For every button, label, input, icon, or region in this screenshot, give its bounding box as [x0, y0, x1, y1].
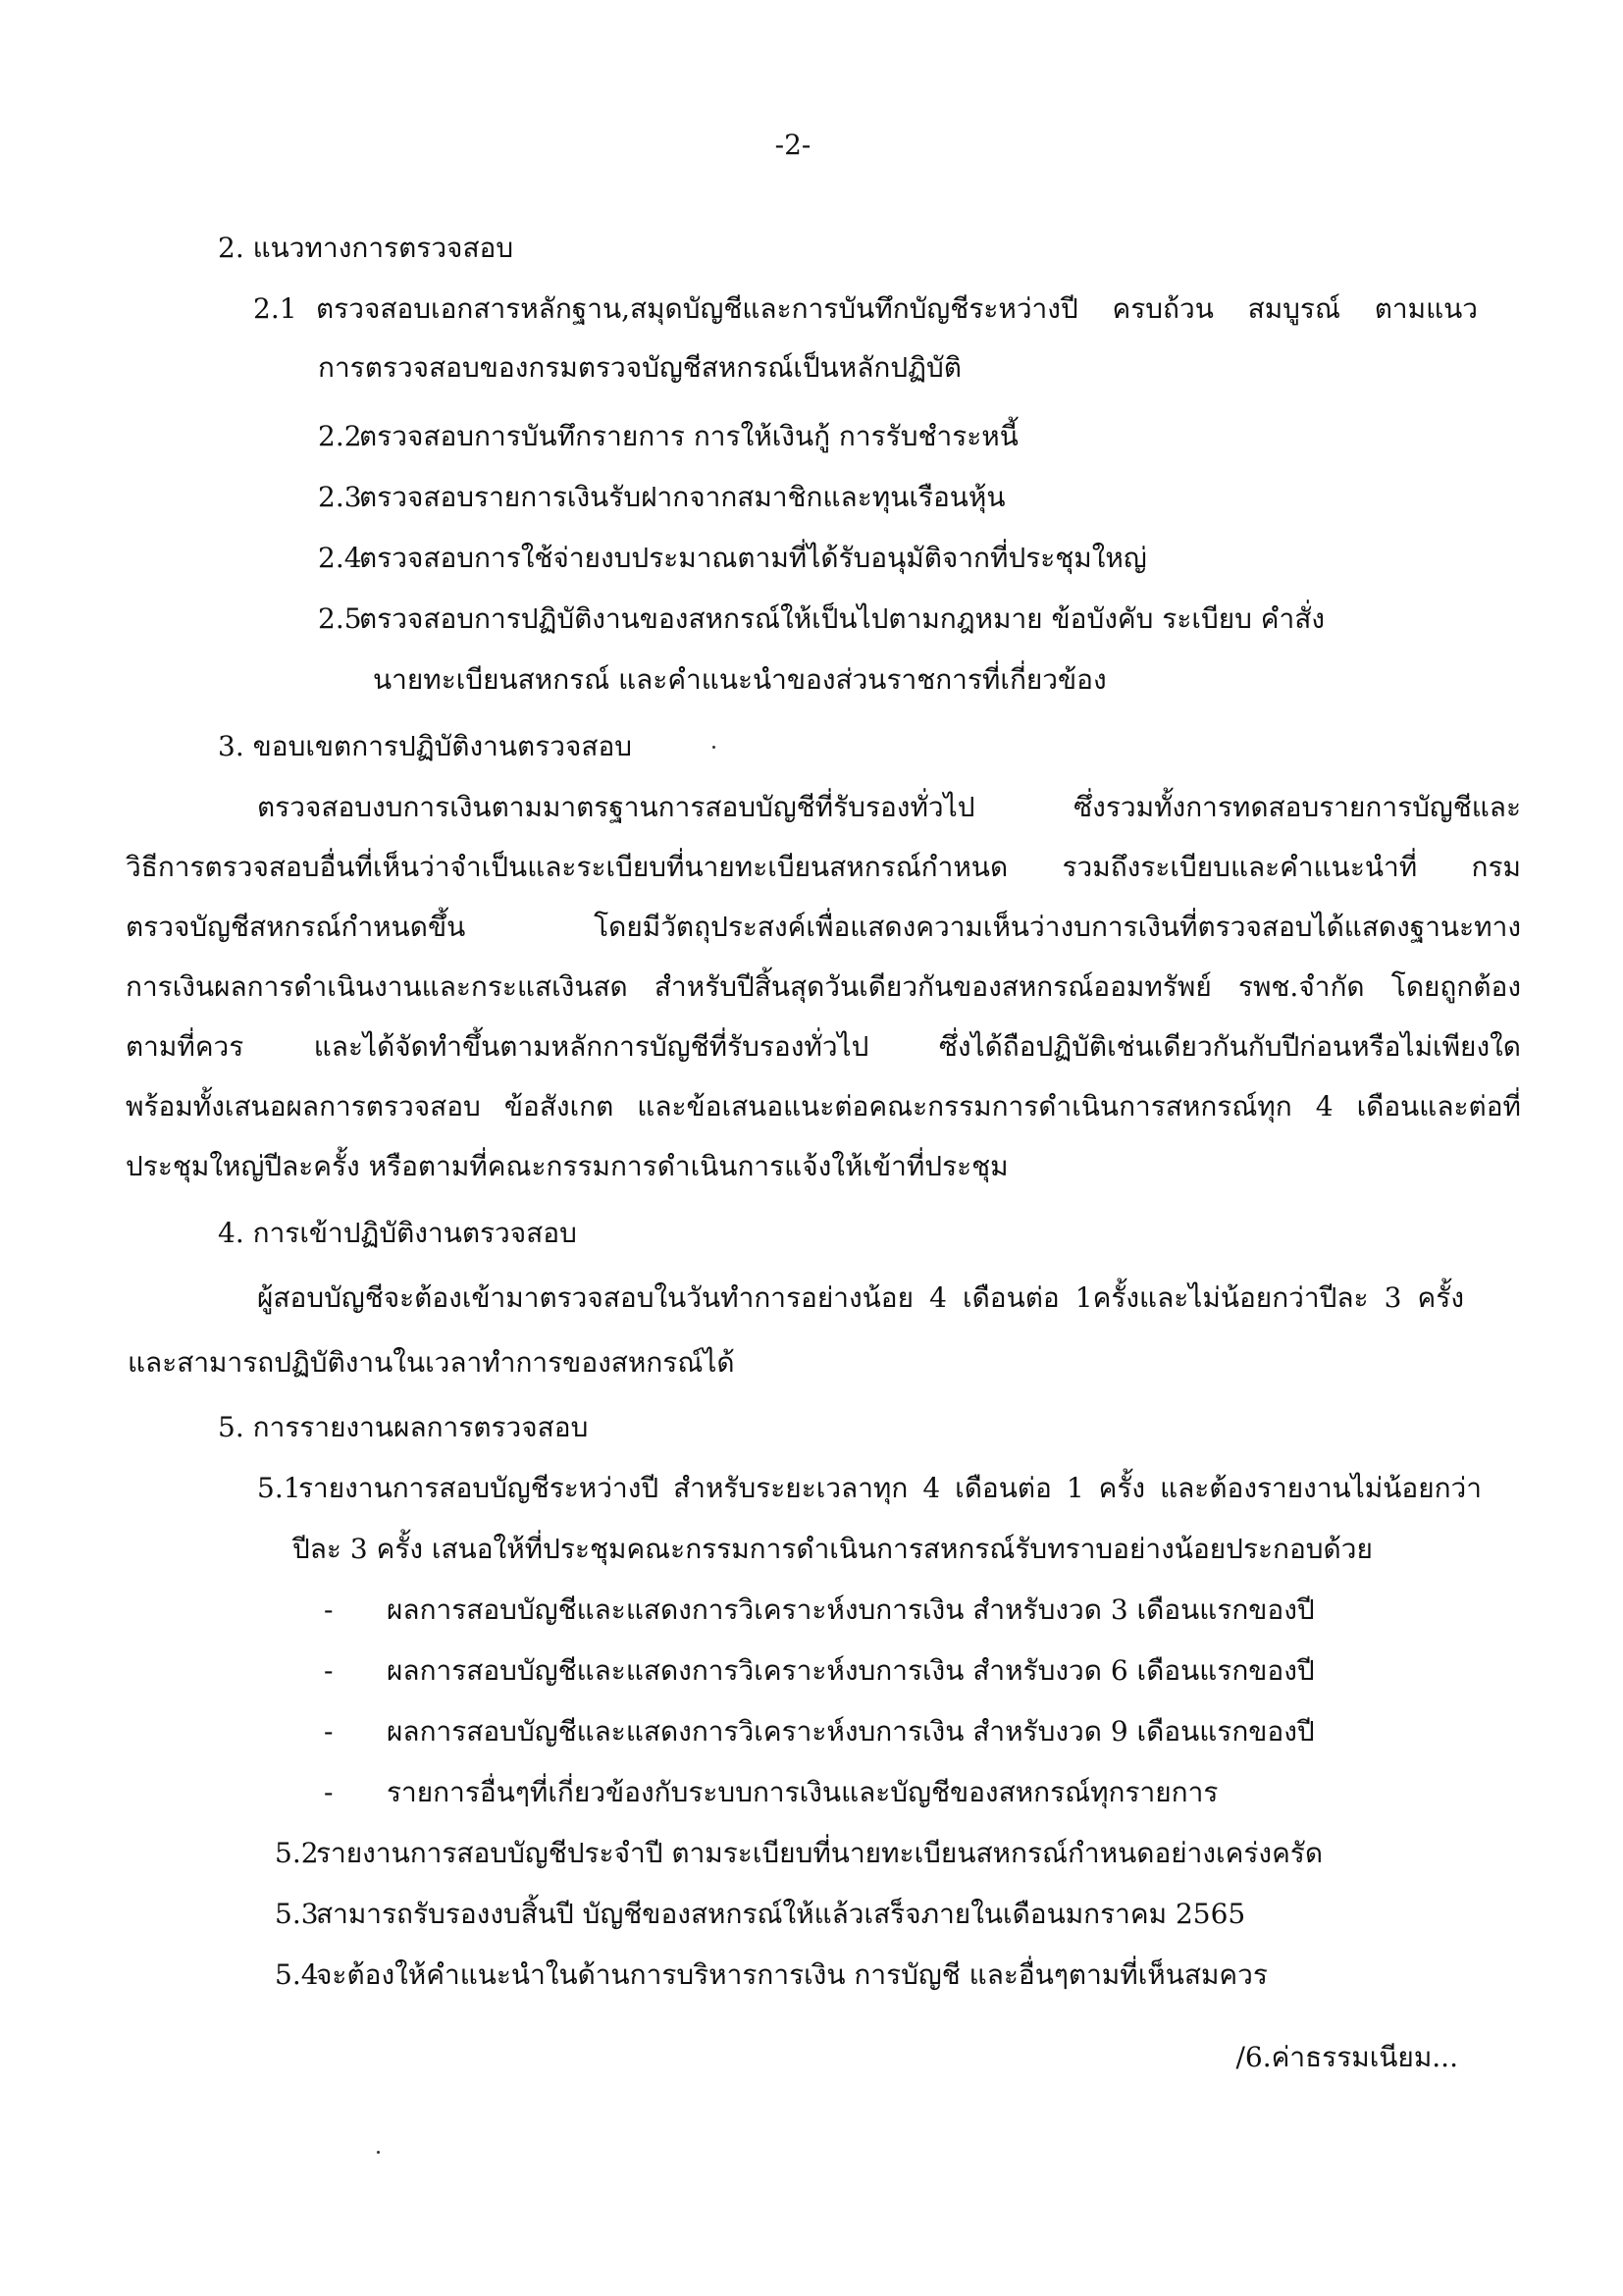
bullet-text: ผลการสอบบัญชีและแสดงการวิเคราะห์งบการเงิน สำหรับงวด 3 เดือนแรกของปี	[387, 1593, 1315, 1626]
speck	[377, 2151, 380, 2154]
item-5-2	[275, 1834, 1323, 1873]
item-5-1-line2: ปีละ 3 ครั้ง เสนอให้ที่ประชุมคณะกรรมการดำเนินการสหกรณ์รับทราบอย่างน้อยประกอบด้วย	[292, 1533, 1373, 1565]
item-2-2-text: ตรวจสอบการบันทึกรายการ การให้เงินกู้ การรับชำระหนี้	[359, 420, 1019, 452]
item-2-3-number: 2.3	[318, 481, 362, 513]
item-5-2-number: 5.2	[275, 1837, 319, 1869]
section-3-para-line7: ประชุมใหญ่ปีละครั้ง หรือตามที่คณะกรรมการดำเนินการแจ้งให้เข้าที่ประชุม	[126, 1150, 1009, 1182]
section-3-para-line5: ตามที่ควร และได้จัดทำขึ้นตามหลักการบัญชีที่รับรองทั่วไป ซึ่งได้ถือปฏิบัติเช่นเดียวกันกับปีก่อนหรือไม่เพียงใด	[126, 1030, 1521, 1063]
section-3-heading: 3. ขอบเขตการปฏิบัติงานตรวจสอบ	[218, 730, 633, 762]
item-5-1-text: รายงานการสอบบัญชีระหว่างปี สำหรับระยะเวลาทุก 4 เดือนต่อ 1 ครั้ง และต้องรายงานไม่น้อยกว่า	[298, 1472, 1482, 1504]
section-3-para-line6: พร้อมทั้งเสนอผลการตรวจสอบ ข้อสังเกต และข้อเสนอแนะต่อคณะกรรมการดำเนินการสหกรณ์ทุก 4 เดือนและต่อที่	[126, 1090, 1521, 1122]
item-5-3-text: สามารถรับรองงบสิ้นปี บัญชีของสหกรณ์ให้แล้วเสร็จภายในเดือนมกราคม 2565	[316, 1898, 1246, 1930]
item-5-1-line1	[257, 1469, 1482, 1508]
bullet-item	[324, 1591, 1315, 1630]
bullet-item	[324, 1773, 1218, 1812]
item-2-2	[318, 417, 1019, 456]
section-4-heading: 4. การเข้าปฏิบัติงานตรวจสอบ	[218, 1217, 577, 1249]
item-2-1-text: ตรวจสอบเอกสารหลักฐาน,สมุดบัญชีและการบันทึกบัญชีระหว่างปี ครบถ้วน สมบูรณ์ ตามแนว	[316, 292, 1478, 325]
section-4-para-line2: และสามารถปฏิบัติงานในเวลาทำการของสหกรณ์ได้	[128, 1346, 735, 1379]
item-2-1-line1	[253, 289, 1478, 329]
bullet-dash: -	[324, 1593, 334, 1626]
bullet-item	[324, 1712, 1315, 1751]
item-2-3-text: ตรวจสอบรายการเงินรับฝากจากสมาชิกและทุนเรือนหุ้น	[359, 481, 1006, 513]
item-2-5-number: 2.5	[318, 602, 362, 635]
item-2-4-number: 2.4	[318, 542, 362, 574]
section-3-para-line1: ตรวจสอบงบการเงินตามมาตรฐานการสอบบัญชีที่รับรองทั่วไป ซึ่งรวมทั้งการทดสอบรายการบัญชีและ	[257, 791, 1521, 823]
bullet-dash: -	[324, 1715, 334, 1748]
item-5-4-number: 5.4	[275, 1958, 319, 1991]
section-5-heading: 5. การรายงานผลการตรวจสอบ	[218, 1411, 589, 1443]
item-5-1-number: 5.1	[257, 1472, 301, 1504]
item-5-3	[275, 1895, 1245, 1934]
item-2-5-line2: นายทะเบียนสหกรณ์ และคำแนะนำของส่วนราชการที่เกี่ยวข้อง	[373, 663, 1107, 696]
bullet-text: ผลการสอบบัญชีและแสดงการวิเคราะห์งบการเงิน สำหรับงวด 9 เดือนแรกของปี	[387, 1715, 1315, 1748]
item-2-5-line1	[318, 600, 1325, 639]
item-5-4	[275, 1956, 1268, 1995]
bullet-text: รายการอื่นๆที่เกี่ยวข้องกับระบบการเงินและบัญชีของสหกรณ์ทุกรายการ	[387, 1776, 1219, 1808]
item-2-4	[318, 539, 1147, 578]
item-5-4-text: จะต้องให้คำแนะนำในด้านการบริหารการเงิน การบัญชี และอื่นๆตามที่เห็นสมควร	[316, 1958, 1268, 1991]
item-5-3-number: 5.3	[275, 1898, 319, 1930]
bullet-item	[324, 1651, 1315, 1691]
section-3-para-line3: ตรวจบัญชีสหกรณ์กำหนดขึ้น โดยมีวัตถุประสงค์เพื่อแสดงความเห็นว่างบการเงินที่ตรวจสอบได้แสดงฐานะทาง	[126, 911, 1521, 943]
item-2-4-text: ตรวจสอบการใช้จ่ายงบประมาณตามที่ได้รับอนุมัติจากที่ประชุมใหญ่	[359, 542, 1147, 574]
item-2-3	[318, 478, 1006, 517]
item-2-1-line2: การตรวจสอบของกรมตรวจบัญชีสหกรณ์เป็นหลักปฏิบัติ	[318, 351, 962, 384]
continuation-marker: /6.ค่าธรรมเนียม...	[1235, 2041, 1458, 2073]
page-number: -2-	[774, 129, 812, 161]
item-2-5-text: ตรวจสอบการปฏิบัติงานของสหกรณ์ให้เป็นไปตามกฎหมาย ข้อบังคับ ระเบียบ คำสั่ง	[359, 602, 1326, 635]
bullet-text: ผลการสอบบัญชีและแสดงการวิเคราะห์งบการเงิน สำหรับงวด 6 เดือนแรกของปี	[387, 1654, 1315, 1687]
section-3-para-line4: การเงินผลการดำเนินงานและกระแสเงินสด สำหรับปีสิ้นสุดวันเดียวกันของสหกรณ์ออมทรัพย์ รพช.จำกัด โดยถูกต้อง	[126, 970, 1521, 1003]
item-2-1-number: 2.1	[253, 292, 297, 325]
bullet-dash: -	[324, 1654, 334, 1687]
section-3-para-line2: วิธีการตรวจสอบอื่นที่เห็นว่าจำเป็นและระเบียบที่นายทะเบียนสหกรณ์กำหนด รวมถึงระเบียบและคำแนะนำที่ กรม	[126, 851, 1521, 883]
section-4-para-line1: ผู้สอบบัญชีจะต้องเข้ามาตรวจสอบในวันทำการอย่างน้อย 4 เดือนต่อ 1ครั้งและไม่น้อยกว่าปีละ 3 ครั้ง	[257, 1281, 1464, 1314]
speck	[712, 746, 715, 749]
section-2-heading: 2. แนวทางการตรวจสอบ	[218, 232, 514, 264]
item-2-2-number: 2.2	[318, 420, 362, 452]
item-5-2-text: รายงานการสอบบัญชีประจำปี ตามระเบียบที่นายทะเบียนสหกรณ์กำหนดอย่างเคร่งครัด	[316, 1837, 1324, 1869]
bullet-dash: -	[324, 1776, 334, 1808]
